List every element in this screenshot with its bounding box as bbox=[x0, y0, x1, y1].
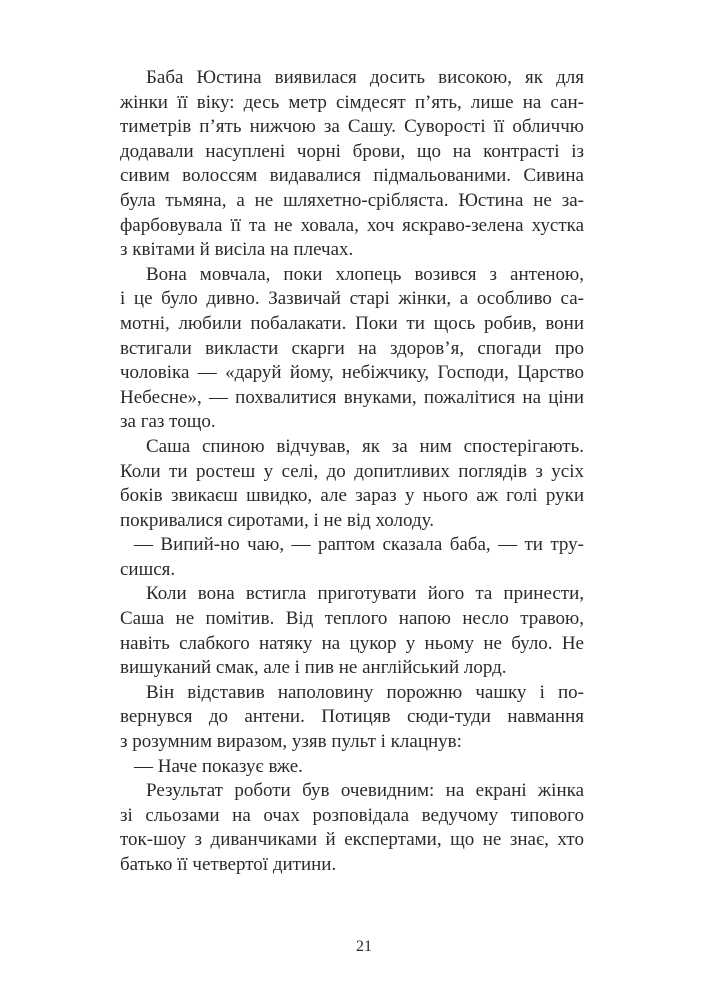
paragraph bbox=[120, 435, 584, 533]
text-line: була тьмяна, а не шляхетно-срібляста. Юстина не за- bbox=[120, 189, 584, 211]
page-number: 21 bbox=[356, 938, 372, 955]
text-line: тиметрів п’ять нижчою за Сашу. Суворості її обличчю bbox=[120, 116, 584, 138]
text-line: мотні, любили побалакати. Поки ти щось робив, вони bbox=[120, 312, 584, 334]
text-line: Коли ти ростеш у селі, до допитливих поглядів з усіх bbox=[120, 460, 584, 482]
paragraph bbox=[120, 66, 584, 263]
dialogue-paragraph bbox=[120, 755, 584, 780]
text-line: ток-шоу з диванчиками й експертами, що не знає, хто bbox=[120, 829, 584, 851]
text-line: вишуканий смак, але і пив не англійський лорд. bbox=[120, 657, 507, 679]
text-line: за газ тощо. bbox=[120, 411, 216, 433]
paragraph bbox=[120, 681, 584, 755]
text-line: сивим волоссям видавалися підмальованими. Сивина bbox=[120, 165, 584, 187]
text-line: Небесне», — похвалитися внуками, пожалітися на ціни bbox=[120, 386, 584, 408]
text-line: чоловіка — «даруй йому, небіжчику, Господи, Царство bbox=[120, 362, 584, 384]
text-line: і це було дивно. Зазвичай старі жінки, а особливо са- bbox=[120, 288, 584, 310]
text-line: покривалися сиротами, і не від холоду. bbox=[120, 509, 434, 531]
text-line: — Наче показує вже. bbox=[134, 755, 303, 777]
text-line: боків звикаєш швидко, але зараз у нього аж голі руки bbox=[120, 485, 584, 507]
text-line: Саша не помітив. Від теплого напою несло травою, bbox=[120, 608, 584, 630]
text-line: фарбовувала її та не ховала, хоч яскраво-зелена хустка bbox=[120, 214, 584, 236]
text-line: — Випий-но чаю, — раптом сказала баба, — ти тру- bbox=[134, 534, 584, 556]
text-line: з квітами й висіла на плечах. bbox=[120, 239, 354, 261]
paragraph bbox=[120, 263, 584, 435]
text-line: Вона мовчала, поки хлопець возився з антеною, bbox=[146, 263, 584, 285]
text-line: Він відставив наполовину порожню чашку і по- bbox=[146, 681, 584, 703]
text-line: батько її четвертої дитини. bbox=[120, 854, 337, 875]
page-body-text bbox=[120, 66, 584, 878]
paragraph bbox=[120, 779, 584, 877]
text-line: з розумним виразом, узяв пульт і клацнув: bbox=[120, 731, 462, 753]
text-line: навіть слабкого натяку на цукор у ньому не було. Не bbox=[120, 632, 584, 654]
paragraph bbox=[120, 582, 584, 680]
text-line: жінки її віку: десь метр сімдесят п’ять, лише на сан- bbox=[120, 91, 584, 113]
text-line: Баба Юстина виявилася досить високою, як для bbox=[146, 67, 584, 88]
text-line: Саша спиною відчував, як за ним спостерігають. bbox=[146, 435, 584, 457]
text-line: вернувся до антени. Потицяв сюди-туди навмання bbox=[120, 706, 584, 728]
text-line: Коли вона встигла приготувати його та принести, bbox=[146, 583, 584, 605]
text-line: додавали насуплені чорні брови, що на контрасті із bbox=[120, 140, 584, 162]
dialogue-paragraph bbox=[120, 533, 584, 582]
text-line: сишся. bbox=[120, 558, 176, 580]
text-line: Результат роботи був очевидним: на екрані жінка bbox=[146, 780, 584, 802]
text-line: зі сльозами на очах розповідала ведучому типового bbox=[120, 804, 584, 826]
text-line: встигали викласти скарги на здоров’я, спогади про bbox=[120, 337, 584, 359]
